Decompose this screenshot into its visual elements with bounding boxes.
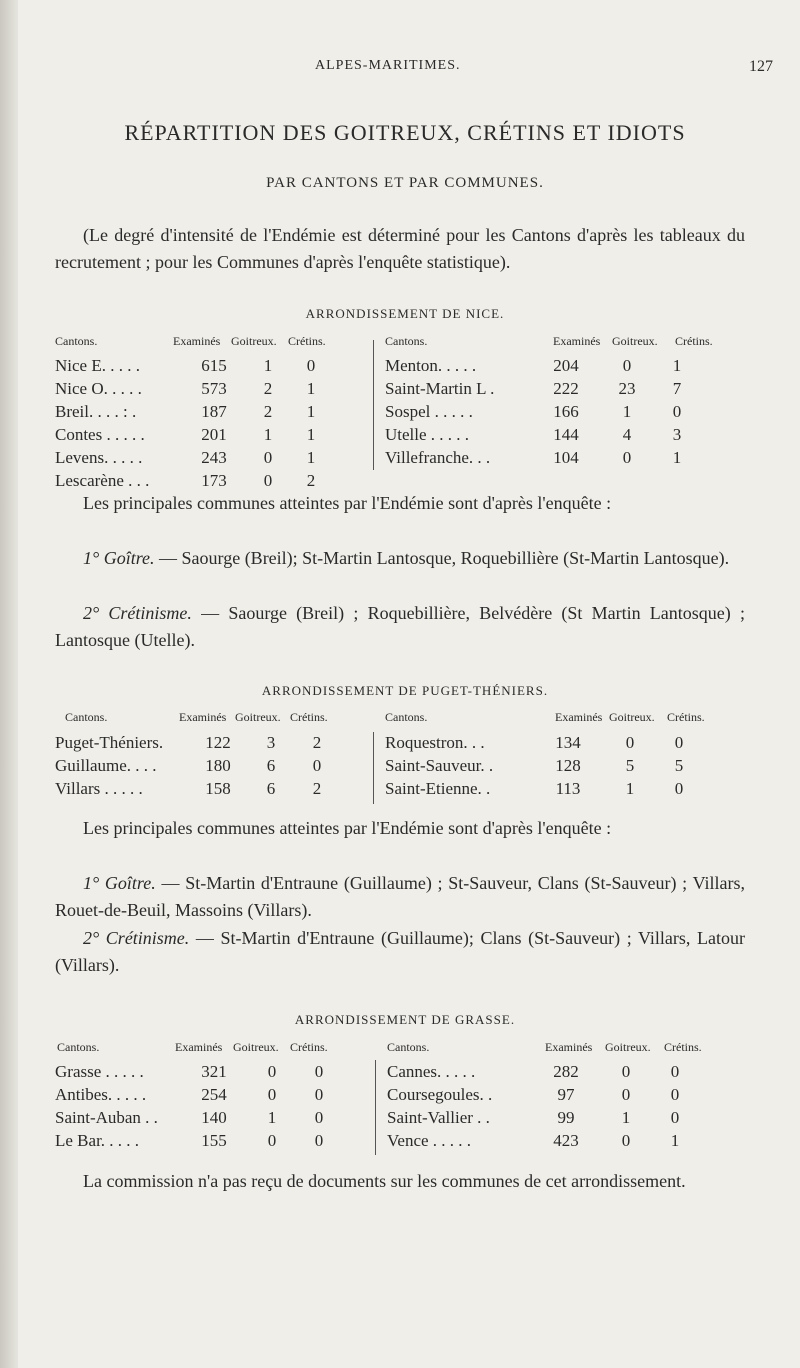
table-row bbox=[55, 469, 331, 492]
page-number: 127 bbox=[749, 58, 773, 75]
table-row bbox=[55, 754, 337, 777]
cretins-value: 7 bbox=[672, 378, 682, 398]
section-heading-puget: ARRONDISSEMENT DE PUGET-THÉNIERS. bbox=[261, 683, 549, 698]
goitreux-value: 0 bbox=[267, 1061, 277, 1081]
goitreux-value: 3 bbox=[266, 732, 276, 752]
col-head-cantons-right: Cantons. bbox=[385, 710, 428, 724]
examines-value: 122 bbox=[205, 732, 231, 752]
examines-value: 158 bbox=[205, 778, 231, 798]
col-head-examines-left: Examinés bbox=[173, 334, 221, 348]
goitreux-value: 0 bbox=[621, 1084, 631, 1104]
goitreux-value: 0 bbox=[621, 1061, 631, 1081]
table-row bbox=[55, 1129, 339, 1152]
closing-paragraph-grasse: La commission n'a pas reçu de documents sur les communes de cet arrondissement. bbox=[83, 1171, 686, 1191]
table-nice-left bbox=[55, 354, 331, 492]
examines-value: 321 bbox=[201, 1061, 227, 1081]
goitre-label: 1° Goître. bbox=[83, 873, 156, 893]
table-row bbox=[55, 1083, 339, 1106]
table-row bbox=[385, 446, 697, 469]
table-grasse-right bbox=[387, 1060, 695, 1152]
page-binding-shadow bbox=[0, 0, 18, 1368]
canton-name: Saint-Vallier . . bbox=[387, 1107, 490, 1127]
table-row bbox=[385, 777, 699, 800]
canton-name: Saint-Auban . . bbox=[55, 1107, 158, 1127]
goitreux-value: 0 bbox=[622, 447, 632, 467]
cretins-value: 0 bbox=[672, 401, 682, 421]
goitreux-value: 0 bbox=[263, 470, 273, 490]
goitreux-value: 0 bbox=[267, 1130, 277, 1150]
cretins-value: 1 bbox=[670, 1130, 680, 1150]
examines-value: 573 bbox=[201, 378, 227, 398]
cretins-value: 1 bbox=[306, 424, 316, 444]
canton-name: Roquestron. . . bbox=[385, 732, 485, 752]
examines-value: 97 bbox=[557, 1084, 575, 1104]
cretins-value: 0 bbox=[314, 1061, 324, 1081]
cretinisme-text: — St-Martin d'Entraune (Guillaume); Clans (St-Sauveur) ; Villars, Latour (Villars). bbox=[55, 928, 745, 975]
goitreux-value: 0 bbox=[621, 1130, 631, 1150]
goitre-text: — St-Martin d'Entraune (Guillaume) ; St-Sauveur, Clans (St-Sauveur) ; Villars, Rouet-de-Beuil, Massoins (Villars). bbox=[55, 873, 745, 920]
canton-name: Sospel . . . . . bbox=[385, 401, 473, 421]
cretinisme-label: 2° Crétinisme. bbox=[83, 603, 192, 623]
cretins-value: 1 bbox=[306, 378, 316, 398]
table-row bbox=[385, 423, 697, 446]
canton-name: Puget-Théniers. bbox=[55, 732, 164, 752]
table-grasse-left bbox=[55, 1060, 339, 1152]
table-row bbox=[387, 1106, 695, 1129]
table-row bbox=[385, 731, 699, 754]
examines-value: 140 bbox=[201, 1107, 227, 1127]
goitreux-value: 1 bbox=[621, 1107, 631, 1127]
section-heading-grasse: ARRONDISSEMENT DE GRASSE. bbox=[294, 1012, 516, 1027]
goitreux-value: 1 bbox=[263, 424, 273, 444]
examines-value: 99 bbox=[557, 1107, 575, 1127]
examines-value: 201 bbox=[201, 424, 227, 444]
cretins-value: 0 bbox=[312, 755, 322, 775]
goitreux-value: 0 bbox=[625, 732, 635, 752]
examines-value: 173 bbox=[201, 470, 227, 490]
examines-value: 243 bbox=[201, 447, 227, 467]
table-puget-left bbox=[55, 731, 337, 800]
table-row bbox=[385, 754, 699, 777]
goitreux-value: 1 bbox=[622, 401, 632, 421]
table-row bbox=[55, 1106, 339, 1129]
cretins-value: 1 bbox=[672, 447, 682, 467]
goitreux-value: 4 bbox=[622, 424, 632, 444]
cretins-value: 3 bbox=[672, 424, 682, 444]
goitreux-value: 0 bbox=[263, 447, 273, 467]
col-head-goitreux-right: Goitreux. bbox=[609, 710, 655, 724]
table-nice-right bbox=[385, 354, 697, 469]
goitre-label: 1° Goître. bbox=[83, 548, 155, 568]
cretins-value: 1 bbox=[672, 355, 682, 375]
goitre-text: — Saourge (Breil); St-Martin Lantosque, Roquebillière (St-Martin Lantosque). bbox=[154, 548, 730, 568]
canton-name: Saint-Sauveur. . bbox=[385, 755, 494, 775]
col-head-cretins-right: Crétins. bbox=[667, 710, 705, 724]
col-head-cantons-left: Cantons. bbox=[65, 710, 108, 724]
table-row bbox=[387, 1129, 695, 1152]
table-row bbox=[385, 400, 697, 423]
canton-name: Villars . . . . . bbox=[55, 778, 143, 798]
goitreux-value: 2 bbox=[263, 401, 273, 421]
canton-name: Saint-Etienne. . bbox=[385, 778, 491, 798]
canton-name: Grasse . . . . . bbox=[55, 1061, 144, 1081]
table-row bbox=[387, 1083, 695, 1106]
canton-name: Vence . . . . . bbox=[387, 1130, 472, 1150]
table-row bbox=[55, 377, 331, 400]
cretins-value: 5 bbox=[674, 755, 684, 775]
goitreux-value: 2 bbox=[263, 378, 273, 398]
cretins-value: 2 bbox=[312, 732, 322, 752]
col-head-cretins-right: Crétins. bbox=[675, 334, 713, 348]
page-subtitle: PAR CANTONS ET PAR COMMUNES. bbox=[266, 175, 544, 191]
table-row bbox=[55, 423, 331, 446]
examines-value: 204 bbox=[553, 355, 579, 375]
cretins-value: 2 bbox=[306, 470, 316, 490]
col-head-cretins-left: Crétins. bbox=[290, 1040, 328, 1054]
canton-name: Nice O. . . . . bbox=[55, 378, 142, 398]
examines-value: 180 bbox=[205, 755, 231, 775]
intro-paragraph: (Le degré d'intensité de l'Endémie est déterminé pour les Cantons d'après les tableaux du recrutement ; pour les Communes d'après l'enquête statistique). bbox=[55, 225, 745, 272]
col-head-cretins-left: Crétins. bbox=[290, 710, 328, 724]
examines-value: 615 bbox=[201, 355, 227, 375]
canton-name: Guillaume. . . . bbox=[55, 755, 157, 775]
cretins-value: 0 bbox=[314, 1130, 324, 1150]
cretinisme-text: — Saourge (Breil) ; Roquebillière, Belvédère (St Martin Lantosque) ; Lantosque (Utelle). bbox=[55, 603, 745, 650]
canton-name: Cannes. . . . . bbox=[387, 1061, 476, 1081]
cretins-value: 0 bbox=[670, 1084, 680, 1104]
table-row bbox=[55, 400, 331, 423]
column-divider bbox=[373, 340, 374, 470]
goitreux-value: 23 bbox=[618, 378, 636, 398]
col-head-goitreux-right: Goitreux. bbox=[612, 334, 658, 348]
col-head-examines-left: Examinés bbox=[175, 1040, 223, 1054]
table-row bbox=[55, 777, 337, 800]
cretins-value: 0 bbox=[670, 1107, 680, 1127]
canton-name: Le Bar. . . . . bbox=[55, 1130, 140, 1150]
goitreux-value: 5 bbox=[625, 755, 635, 775]
col-head-cantons-right: Cantons. bbox=[387, 1040, 430, 1054]
cretins-value: 1 bbox=[306, 447, 316, 467]
cretinisme-paragraph-puget bbox=[55, 925, 745, 979]
col-head-cretins-left: Crétins. bbox=[288, 334, 326, 348]
goitreux-value: 1 bbox=[263, 355, 273, 375]
cretinisme-paragraph-nice bbox=[55, 600, 745, 654]
canton-name: Levens. . . . . bbox=[55, 447, 143, 467]
table-row bbox=[55, 731, 337, 754]
cretins-value: 0 bbox=[314, 1084, 324, 1104]
cretins-value: 2 bbox=[312, 778, 322, 798]
cretins-value: 0 bbox=[314, 1107, 324, 1127]
examines-value: 144 bbox=[553, 424, 579, 444]
col-head-examines-right: Examinés bbox=[553, 334, 601, 348]
table-row bbox=[385, 354, 697, 377]
goitreux-value: 1 bbox=[267, 1107, 277, 1127]
canton-name: Coursegoules. . bbox=[387, 1084, 493, 1104]
col-head-examines-right: Examinés bbox=[545, 1040, 593, 1054]
goitre-paragraph-nice bbox=[55, 545, 745, 572]
cretins-value: 0 bbox=[670, 1061, 680, 1081]
cretins-value: 0 bbox=[674, 732, 684, 752]
canton-name: Breil. . . . : . bbox=[55, 401, 137, 421]
col-head-examines-right: Examinés bbox=[555, 710, 603, 724]
goitreux-value: 0 bbox=[267, 1084, 277, 1104]
col-head-cretins-right: Crétins. bbox=[664, 1040, 702, 1054]
examines-value: 254 bbox=[201, 1084, 227, 1104]
examines-value: 128 bbox=[555, 755, 581, 775]
col-head-goitreux-left: Goitreux. bbox=[231, 334, 277, 348]
canton-name: Saint-Martin L . bbox=[385, 378, 495, 398]
running-head-title: ALPES-MARITIMES. bbox=[315, 58, 461, 73]
examines-value: 282 bbox=[553, 1061, 579, 1081]
examines-value: 104 bbox=[553, 447, 579, 467]
cretins-value: 0 bbox=[674, 778, 684, 798]
table-row bbox=[55, 354, 331, 377]
goitreux-value: 6 bbox=[266, 755, 276, 775]
col-head-cantons-left: Cantons. bbox=[55, 334, 98, 348]
table-row bbox=[387, 1060, 695, 1083]
column-divider bbox=[373, 732, 374, 804]
examines-value: 155 bbox=[201, 1130, 227, 1150]
goitre-paragraph-puget bbox=[55, 870, 745, 924]
table-puget-right bbox=[385, 731, 699, 800]
canton-name: Lescarène . . . bbox=[55, 470, 150, 490]
table-row bbox=[55, 446, 331, 469]
cretins-value: 1 bbox=[306, 401, 316, 421]
goitreux-value: 6 bbox=[266, 778, 276, 798]
cretins-value: 0 bbox=[306, 355, 316, 375]
table-row bbox=[385, 377, 697, 400]
canton-name: Nice E. . . . . bbox=[55, 355, 140, 375]
communes-intro-nice: Les principales communes atteintes par l'Endémie sont d'après l'enquête : bbox=[83, 493, 612, 513]
column-divider bbox=[375, 1060, 376, 1155]
canton-name: Utelle . . . . . bbox=[385, 424, 470, 444]
examines-value: 222 bbox=[553, 378, 579, 398]
goitreux-value: 0 bbox=[622, 355, 632, 375]
canton-name: Antibes. . . . . bbox=[55, 1084, 147, 1104]
table-row bbox=[55, 1060, 339, 1083]
section-heading-nice: ARRONDISSEMENT DE NICE. bbox=[305, 306, 505, 321]
col-head-goitreux-left: Goitreux. bbox=[235, 710, 281, 724]
examines-value: 134 bbox=[555, 732, 581, 752]
examines-value: 187 bbox=[201, 401, 227, 421]
page-title: RÉPARTITION DES GOITREUX, CRÉTINS ET IDIOTS bbox=[124, 120, 686, 145]
col-head-cantons-left: Cantons. bbox=[57, 1040, 100, 1054]
col-head-goitreux-right: Goitreux. bbox=[605, 1040, 651, 1054]
goitreux-value: 1 bbox=[625, 778, 635, 798]
examines-value: 423 bbox=[553, 1130, 579, 1150]
col-head-examines-left: Examinés bbox=[179, 710, 227, 724]
canton-name: Contes . . . . . bbox=[55, 424, 145, 444]
canton-name: Villefranche. . . bbox=[385, 447, 491, 467]
col-head-cantons-right: Cantons. bbox=[385, 334, 428, 348]
canton-name: Menton. . . . . bbox=[385, 355, 477, 375]
running-head bbox=[55, 58, 773, 82]
communes-intro-puget: Les principales communes atteintes par l'Endémie sont d'après l'enquête : bbox=[83, 818, 612, 838]
examines-value: 166 bbox=[553, 401, 579, 421]
col-head-goitreux-left: Goitreux. bbox=[233, 1040, 279, 1054]
cretinisme-label: 2° Crétinisme. bbox=[83, 928, 190, 948]
examines-value: 113 bbox=[555, 778, 581, 798]
